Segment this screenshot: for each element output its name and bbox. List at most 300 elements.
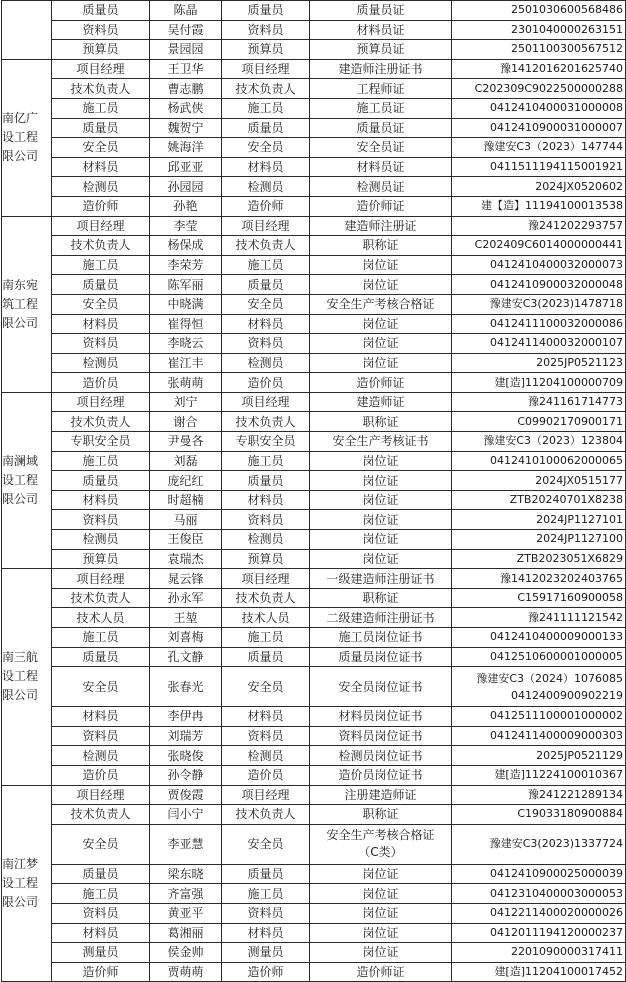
certificate-cell: 岗位证 [310,255,452,275]
role-cell: 安全员 [222,138,310,158]
certificate-cell: 资料员岗位证书 [310,726,452,746]
name-cell: 袁瑞杰 [150,549,222,569]
position-cell: 检测员 [52,353,150,373]
certificate-cell: 安全员证 [310,138,452,158]
role-cell: 施工员 [222,451,310,471]
cert-number-cell: 豫1412023202403765 [452,569,626,589]
role-cell: 技术负责人 [222,412,310,432]
table-row [2,353,626,373]
role-cell: 安全员 [222,294,310,314]
certificate-cell: 造价师证 [310,196,452,216]
certificate-cell: 质量员岗位证书 [310,647,452,667]
cert-number-cell: 2024JP1127100 [452,530,626,550]
position-cell: 项目经理 [52,569,150,589]
company-name-line: 南江梦 [2,856,39,871]
position-cell: 材料员 [52,157,150,177]
table-row [2,392,626,412]
cert-number-cell [452,667,626,707]
table-row [2,608,626,628]
role-cell: 施工员 [222,98,310,118]
company-name-cell [2,392,52,568]
table-row [2,490,626,510]
name-cell: 时超楠 [150,490,222,510]
role-cell: 技术负责人 [222,588,310,608]
name-cell: 庞纪红 [150,471,222,491]
name-cell: 刘磊 [150,451,222,471]
role-cell: 技术负责人 [222,805,310,825]
name-cell: 刘瑞芳 [150,726,222,746]
cert-number-cell: 0412411400032000107 [452,334,626,354]
role-cell: 质量员 [222,118,310,138]
certificate-cell: 材料员证 [310,20,452,40]
company-name-line: 设工程 [2,875,39,890]
role-cell: 材料员 [222,490,310,510]
role-cell: 技术负责人 [222,236,310,256]
company-name-line: 南澜域 [2,454,39,469]
certificate-cell: 岗位证 [310,451,452,471]
position-cell: 质量员 [52,864,150,884]
position-cell: 技术负责人 [52,79,150,99]
role-cell: 资料员 [222,510,310,530]
position-cell: 质量员 [52,1,150,21]
certificate-cell: 岗位证 [310,275,452,295]
cert-number-cell: ZTB20240701X8238 [452,490,626,510]
table-row [2,785,626,805]
role-cell: 检测员 [222,746,310,766]
certificate-cell: 材料员证 [310,157,452,177]
certificate-cell: 造价师证 [310,962,452,982]
name-cell: 李亚慧 [150,824,222,864]
certificate-cell: 岗位证 [310,353,452,373]
name-cell: 李伊冉 [150,707,222,727]
name-cell: 孙永军 [150,588,222,608]
position-cell: 资料员 [52,903,150,923]
role-cell: 资料员 [222,903,310,923]
table-row [2,647,626,667]
company-name-cell [2,216,52,392]
position-cell: 预算员 [52,549,150,569]
certificate-cell: 检测员证 [310,177,452,197]
table-row [2,805,626,825]
name-cell: 李荣芳 [150,255,222,275]
certificate-cell [310,824,452,864]
cert-number-cell: 2201090000317411 [452,943,626,963]
company-name-cell [2,59,52,216]
position-cell: 材料员 [52,490,150,510]
position-cell: 资料员 [52,20,150,40]
position-cell: 质量员 [52,275,150,295]
certificate-cell: 岗位证 [310,471,452,491]
role-cell: 专职安全员 [222,432,310,452]
cert-number-cell: 2025JP0521129 [452,746,626,766]
certificate-cell: 安全员岗位证书 [310,667,452,707]
role-cell: 安全员 [222,667,310,707]
certificate-cell: 施工员证 [310,98,452,118]
table-row [2,275,626,295]
position-cell: 造价师 [52,962,150,982]
cert-number-cell: 0412410400031000008 [452,98,626,118]
cert-number-cell: 0412011194120000237 [452,923,626,943]
name-cell: 孙艳 [150,196,222,216]
table-row [2,79,626,99]
position-cell: 检测员 [52,177,150,197]
role-cell: 质量员 [222,864,310,884]
role-cell: 检测员 [222,353,310,373]
name-cell: 黄亚平 [150,903,222,923]
position-cell: 技术负责人 [52,236,150,256]
role-cell: 检测员 [222,530,310,550]
certificate-cell: 职称证 [310,412,452,432]
certificate-cell: 岗位证 [310,864,452,884]
certificate-cell: 工程师证 [310,79,452,99]
position-cell: 安全员 [52,824,150,864]
table-row [2,196,626,216]
certificate-cell: 建造师注册证 [310,216,452,236]
name-cell: 李晓云 [150,334,222,354]
position-cell: 造价员 [52,373,150,393]
name-cell: 孙园园 [150,177,222,197]
name-cell: 杨保成 [150,236,222,256]
position-cell: 安全员 [52,294,150,314]
cert-number-cell: 建[造]11224100010367 [452,765,626,785]
position-cell: 技术负责人 [52,805,150,825]
certificate-cell: 预算员证 [310,40,452,60]
name-cell: 晁云锋 [150,569,222,589]
name-cell: 陈军丽 [150,275,222,295]
position-cell: 材料员 [52,923,150,943]
position-cell: 资料员 [52,726,150,746]
cert-number-cell: 建[造]11204100017452 [452,962,626,982]
position-cell: 检测员 [52,530,150,550]
role-cell: 项目经理 [222,216,310,236]
table-row [2,667,626,707]
table-row [2,962,626,982]
name-cell: 张晓俊 [150,746,222,766]
certificate-cell: 质量员证 [310,1,452,21]
table-row [2,373,626,393]
certificate-cell: 材料员岗位证书 [310,707,452,727]
company-name-line: 限公司 [2,149,39,164]
cert-number-cell: 豫241161714773 [452,392,626,412]
cert-number-cell: 0412411100032000086 [452,314,626,334]
table-row [2,451,626,471]
position-cell: 施工员 [52,628,150,648]
role-cell: 造价师 [222,962,310,982]
position-cell: 技术人员 [52,608,150,628]
table-row [2,923,626,943]
role-cell: 施工员 [222,255,310,275]
cert-number-cell: 2501100300567512 [452,40,626,60]
name-cell: 王卫华 [150,59,222,79]
table-row [2,903,626,923]
table-row [2,864,626,884]
table-row [2,177,626,197]
table-row [2,216,626,236]
table-row [2,471,626,491]
certificate-cell: 职称证 [310,588,452,608]
table-row [2,334,626,354]
name-cell: 闫小宁 [150,805,222,825]
cert-number-line: 0412400900902219 [511,688,623,702]
position-cell: 施工员 [52,451,150,471]
table-row [2,1,626,21]
position-cell: 安全员 [52,138,150,158]
role-cell: 项目经理 [222,569,310,589]
position-cell: 检测员 [52,746,150,766]
role-cell: 技术人员 [222,608,310,628]
cert-number-cell: 0412310400003000053 [452,884,626,904]
name-cell: 贾萌萌 [150,962,222,982]
cert-number-cell: C09902170900171 [452,412,626,432]
cert-number-cell: 0412511100001000002 [452,707,626,727]
role-cell: 施工员 [222,628,310,648]
cert-number-cell: ZTB2023051X6829 [452,549,626,569]
company-name-line: 限公司 [2,894,39,909]
certificate-cell: 注册建造师证 [310,785,452,805]
name-cell: 陈晶 [150,1,222,21]
company-name-line: 南东宛 [2,277,39,292]
table-row [2,726,626,746]
name-cell: 葛湘丽 [150,923,222,943]
role-cell: 资料员 [222,20,310,40]
cert-number-cell: 豫建安C3（2023）123804 [452,432,626,452]
certificate-line: 安全生产考核合格证 [326,828,435,843]
position-cell: 技术负责人 [52,412,150,432]
name-cell: 尹曼各 [150,432,222,452]
name-cell: 曹志鹏 [150,79,222,99]
position-cell: 造价师 [52,196,150,216]
certificate-line: （C类） [358,845,403,860]
cert-number-cell: 2024JX0515177 [452,471,626,491]
table-row [2,294,626,314]
name-cell: 马丽 [150,510,222,530]
role-cell: 质量员 [222,1,310,21]
cert-number-cell: 豫建安C3(2023)1337724 [452,824,626,864]
position-cell: 材料员 [52,314,150,334]
cert-number-cell: 0411511194115001921 [452,157,626,177]
certificate-cell: 岗位证 [310,943,452,963]
table-row [2,157,626,177]
table-row [2,824,626,864]
cert-number-cell: 豫建安C3（2023）147744 [452,138,626,158]
cert-number-cell: C15917160900058 [452,588,626,608]
table-row [2,138,626,158]
cert-number-cell: 0412410400009000133 [452,628,626,648]
position-cell: 资料员 [52,334,150,354]
cert-number-cell: 豫1412016201625740 [452,59,626,79]
cert-number-cell: 2501030600568486 [452,1,626,21]
position-cell: 造价员 [52,765,150,785]
company-name-cell [2,569,52,785]
name-cell: 邱亚亚 [150,157,222,177]
name-cell: 王俊臣 [150,530,222,550]
role-cell: 质量员 [222,647,310,667]
company-name-line: 限公司 [2,315,39,330]
certificate-cell: 施工员岗位证书 [310,628,452,648]
name-cell: 李莹 [150,216,222,236]
name-cell: 杨武侠 [150,98,222,118]
position-cell: 项目经理 [52,216,150,236]
certificate-cell: 安全生产考核证书 [310,432,452,452]
position-cell: 质量员 [52,118,150,138]
cert-number-cell: 0412410900025000039 [452,864,626,884]
position-cell: 安全员 [52,667,150,707]
position-cell: 项目经理 [52,59,150,79]
company-name-line: 筑工程 [2,296,39,311]
cert-number-cell: 2024JP1127101 [452,510,626,530]
cert-number-cell: 豫241111121542 [452,608,626,628]
table-row [2,236,626,256]
cert-number-cell: 豫建安C3(2023)1478718 [452,294,626,314]
certificate-cell: 建造师证 [310,392,452,412]
name-cell: 崔江丰 [150,353,222,373]
company-name-line: 设工程 [2,130,39,145]
personnel-table [1,0,626,982]
position-cell: 质量员 [52,647,150,667]
cert-number-cell: 2301040000263151 [452,20,626,40]
name-cell: 魏贺宁 [150,118,222,138]
table-row [2,549,626,569]
position-cell: 专职安全员 [52,432,150,452]
company-name-line: 限公司 [2,688,39,703]
name-cell: 孙令静 [150,765,222,785]
table-row [2,530,626,550]
role-cell: 材料员 [222,314,310,334]
company-name-line: 设工程 [2,669,39,684]
name-cell: 齐富强 [150,884,222,904]
name-cell: 贾俊霞 [150,785,222,805]
certificate-cell: 岗位证 [310,903,452,923]
name-cell: 王堃 [150,608,222,628]
company-name-cell [2,785,52,982]
table-row [2,59,626,79]
company-name-line: 南亿广 [2,111,39,126]
certificate-cell: 质量员证 [310,118,452,138]
role-cell: 检测员 [222,177,310,197]
cert-number-cell: C202409C6014000000441 [452,236,626,256]
name-cell: 梁东晓 [150,864,222,884]
name-cell: 侯金帅 [150,943,222,963]
certificate-cell: 检测员岗位证书 [310,746,452,766]
role-cell: 资料员 [222,334,310,354]
name-cell: 姚海洋 [150,138,222,158]
certificate-cell: 职称证 [310,805,452,825]
name-cell: 刘喜梅 [150,628,222,648]
position-cell: 项目经理 [52,785,150,805]
table-row [2,707,626,727]
role-cell: 材料员 [222,157,310,177]
cert-number-cell: 豫241202293757 [452,216,626,236]
position-cell: 施工员 [52,884,150,904]
company-name-line: 设工程 [2,473,39,488]
role-cell: 项目经理 [222,392,310,412]
role-cell: 项目经理 [222,785,310,805]
company-name-line: 南三航 [2,650,39,665]
table-row [2,628,626,648]
certificate-cell: 岗位证 [310,549,452,569]
name-cell: 孔文静 [150,647,222,667]
role-cell: 项目经理 [222,59,310,79]
table-row [2,569,626,589]
table-row [2,412,626,432]
certificate-cell: 岗位证 [310,334,452,354]
certificate-cell: 职称证 [310,236,452,256]
cert-number-line: 豫建安C3（2024）1076085 [476,671,623,685]
table-row [2,510,626,530]
cert-number-cell: 0412510600001000005 [452,647,626,667]
role-cell: 质量员 [222,275,310,295]
role-cell: 造价员 [222,373,310,393]
position-cell: 质量员 [52,471,150,491]
table-row [2,40,626,60]
table-row [2,432,626,452]
certificate-cell: 二级建造师注册证书 [310,608,452,628]
name-cell: 吴付霞 [150,20,222,40]
cert-number-cell: 2024JX0520602 [452,177,626,197]
cert-number-cell: 0412410900031000007 [452,118,626,138]
role-cell: 预算员 [222,40,310,60]
table-row [2,314,626,334]
role-cell: 材料员 [222,707,310,727]
role-cell: 资料员 [222,726,310,746]
cert-number-cell: 建【造】11194100013538 [452,196,626,216]
role-cell: 造价师 [222,196,310,216]
name-cell: 中晓满 [150,294,222,314]
name-cell: 张春光 [150,667,222,707]
table-body [2,1,626,982]
position-cell: 技术负责人 [52,588,150,608]
position-cell: 材料员 [52,707,150,727]
role-cell: 施工员 [222,884,310,904]
name-cell: 刘宁 [150,392,222,412]
certificate-cell: 岗位证 [310,923,452,943]
certificate-cell: 建造师注册证书 [310,59,452,79]
position-cell: 测量员 [52,943,150,963]
table-row [2,765,626,785]
table-row [2,746,626,766]
certificate-cell: 安全生产考核合格证 [310,294,452,314]
cert-number-cell: 0412410900032000048 [452,275,626,295]
name-cell: 崔得恒 [150,314,222,334]
cert-number-cell: 建[造]11204100000709 [452,373,626,393]
table-row [2,118,626,138]
cert-number-cell: 0412410100062000065 [452,451,626,471]
position-cell: 资料员 [52,510,150,530]
position-cell: 施工员 [52,255,150,275]
table-row [2,943,626,963]
table-row [2,98,626,118]
cert-number-cell: 0412410400032000073 [452,255,626,275]
cert-number-cell: C19033180900884 [452,805,626,825]
role-cell: 材料员 [222,923,310,943]
certificate-cell: 岗位证 [310,490,452,510]
certificate-cell: 岗位证 [310,530,452,550]
position-cell: 预算员 [52,40,150,60]
cert-number-cell: 0412411400009000303 [452,726,626,746]
role-cell: 质量员 [222,471,310,491]
certificate-cell: 岗位证 [310,314,452,334]
cert-number-cell: C202309C9022500000288 [452,79,626,99]
role-cell: 测量员 [222,943,310,963]
certificate-cell: 造价师证 [310,373,452,393]
role-cell: 技术负责人 [222,79,310,99]
position-cell: 项目经理 [52,392,150,412]
table-row [2,20,626,40]
table-row [2,884,626,904]
role-cell: 预算员 [222,549,310,569]
certificate-cell: 岗位证 [310,884,452,904]
cert-number-cell: 2025JP0521123 [452,353,626,373]
